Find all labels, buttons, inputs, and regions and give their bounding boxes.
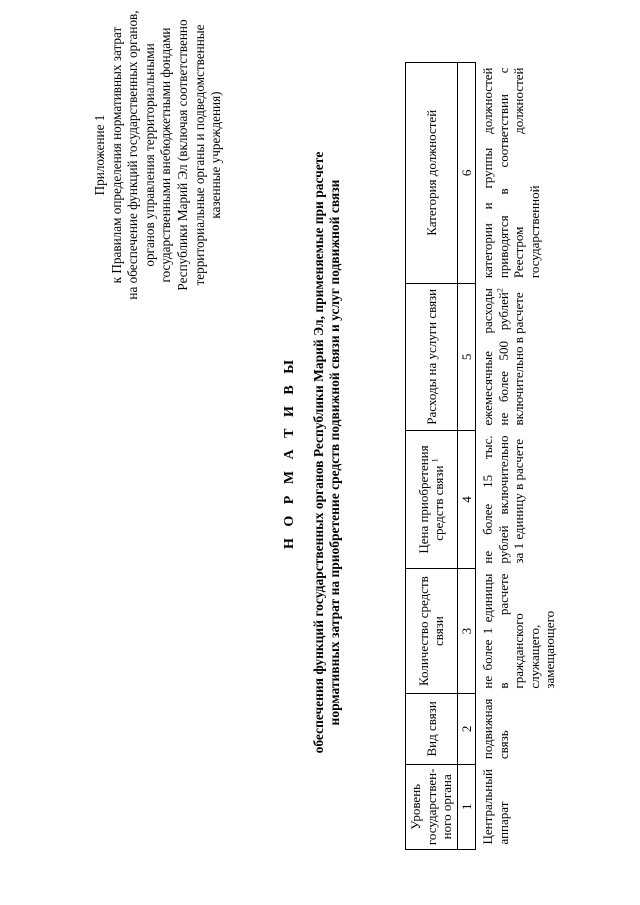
column-number: 6 [457, 63, 476, 284]
column-header: Категория должностей [406, 63, 458, 284]
appendix-line: Приложение 1 [92, 114, 107, 196]
document-heading [282, 0, 344, 905]
column-number-row [457, 63, 476, 850]
column-header: Вид связи [406, 694, 458, 764]
heading-line: нормативных затрат на приобретение средств подвижной связи и услуг подвижной связи [327, 179, 342, 726]
appendix-line: казенные учреждения) [208, 91, 224, 219]
table-cell: не более 1 единицы в расчете гражданского служащего, замещающего [480, 573, 557, 689]
table-cell: подвижная связь [480, 698, 511, 760]
appendix-note [92, 5, 225, 305]
appendix-line: Республики Марий Эл (включая соответственно [174, 19, 190, 291]
appendix-line: органов управления территориальными [141, 43, 157, 267]
table-row [476, 63, 562, 850]
appendix-line: на обеспечение функций государственных органов, [125, 10, 141, 300]
column-number: 2 [457, 694, 476, 764]
table-header-row [406, 63, 458, 850]
norms-table [405, 62, 562, 850]
column-number: 5 [457, 283, 476, 430]
appendix-line: к Правилам определения нормативных затрат [108, 26, 124, 284]
column-header: Цена приобретения средств связи $^1$ [406, 430, 458, 568]
appendix-line: государственными внебюджетными фондами [158, 27, 174, 283]
table-cell: ежемесячные расходы не более 500 рублей$^2$ включительно в расчете [480, 288, 526, 426]
heading-line: обеспечения функций государственных органов Республики Марий Эл, применяемые при расчете [310, 151, 326, 754]
heading-title: Н О Р М А Т И В Ы [282, 356, 297, 549]
table-cell: категории и группы должностей приводятся в соответствии с Реестром должностей государственной [480, 67, 542, 279]
column-number: 1 [457, 764, 476, 849]
column-number: 4 [457, 430, 476, 568]
column-header: Расходы на услуги связи [406, 283, 458, 430]
appendix-line: территориальные органы и подведомственные [191, 24, 207, 286]
table-cell: Центральный аппарат [480, 769, 511, 845]
column-number: 3 [457, 569, 476, 694]
column-header: Количество средств связи [406, 569, 458, 694]
column-header: Уровень государствен-ного органа [406, 764, 458, 849]
table-cell: не более 15 тыс. рублей включительно за 1 единицу в расчете [480, 435, 526, 564]
